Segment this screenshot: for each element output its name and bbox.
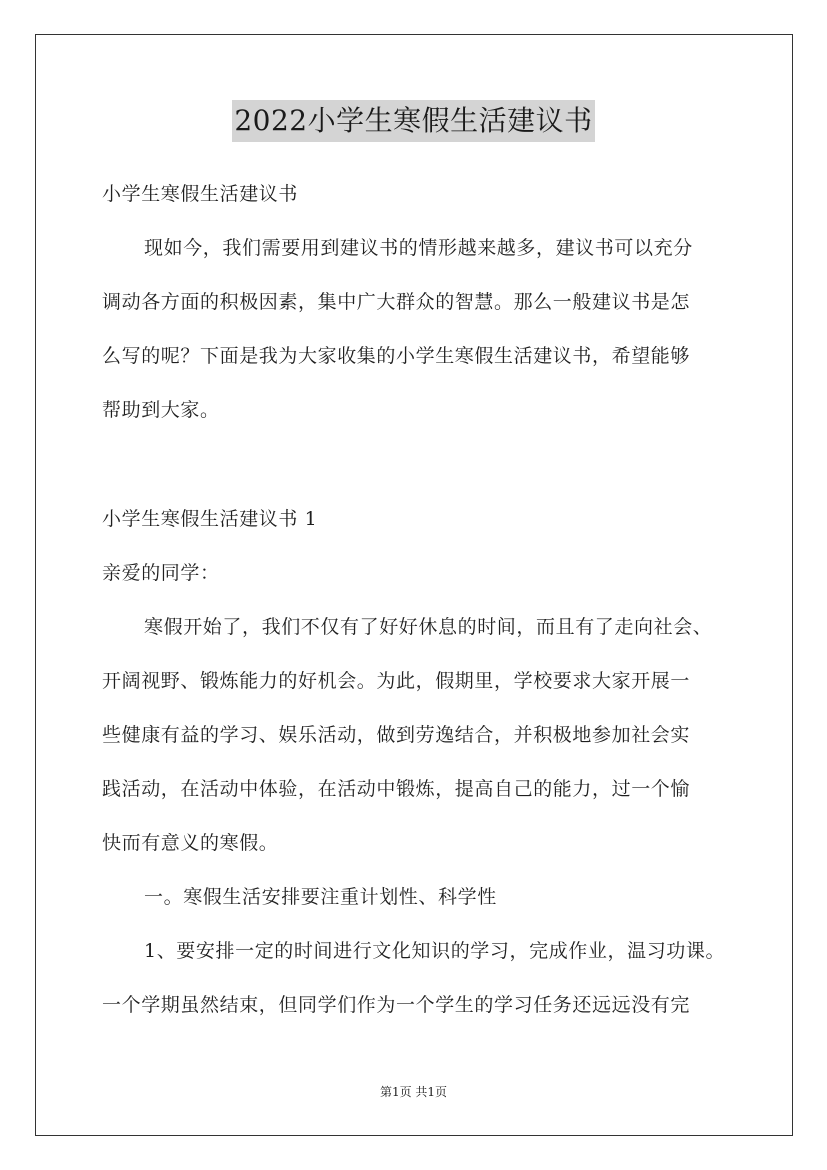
section-heading: 小学生寒假生活建议书 1 [102,508,318,530]
paragraph-line: 快而有意义的寒假。 [102,832,279,854]
paragraph-line: 践活动，在活动中体验，在活动中锻炼，提高自己的能力，过一个愉 [102,778,691,800]
paragraph-line: 些健康有益的学习、娱乐活动，做到劳逸结合，并积极地参加社会实 [102,724,691,746]
paragraph-line: 现如今，我们需要用到建议书的情形越来越多，建议书可以充分 [144,237,693,259]
paragraph-line: 寒假开始了，我们不仅有了好好休息的时间，而且有了走向社会、 [144,616,713,638]
salutation: 亲爱的同学： [102,562,220,584]
title-container [0,100,827,142]
subtitle: 小学生寒假生活建议书 [102,183,299,205]
page-footer: 第1页 共1页 [379,1085,448,1099]
document-title: 2022小学生寒假生活建议书 [232,100,594,142]
paragraph-line: 一个学期虽然结束，但同学们作为一个学生的学习任务还远远没有完 [102,994,691,1016]
paragraph-line: 帮助到大家。 [102,399,220,421]
paragraph-line: 开阔视野、锻炼能力的好机会。为此，假期里，学校要求大家开展一 [102,670,691,692]
list-heading: 一。寒假生活安排要注重计划性、科学性 [144,886,497,908]
paragraph-line: 么写的呢？下面是我为大家收集的小学生寒假生活建议书，希望能够 [102,345,691,367]
paragraph-line: 调动各方面的积极因素，集中广大群众的智慧。那么一般建议书是怎 [102,291,691,313]
list-item: 1、要安排一定的时间进行文化知识的学习，完成作业，温习功课。 [144,940,726,962]
